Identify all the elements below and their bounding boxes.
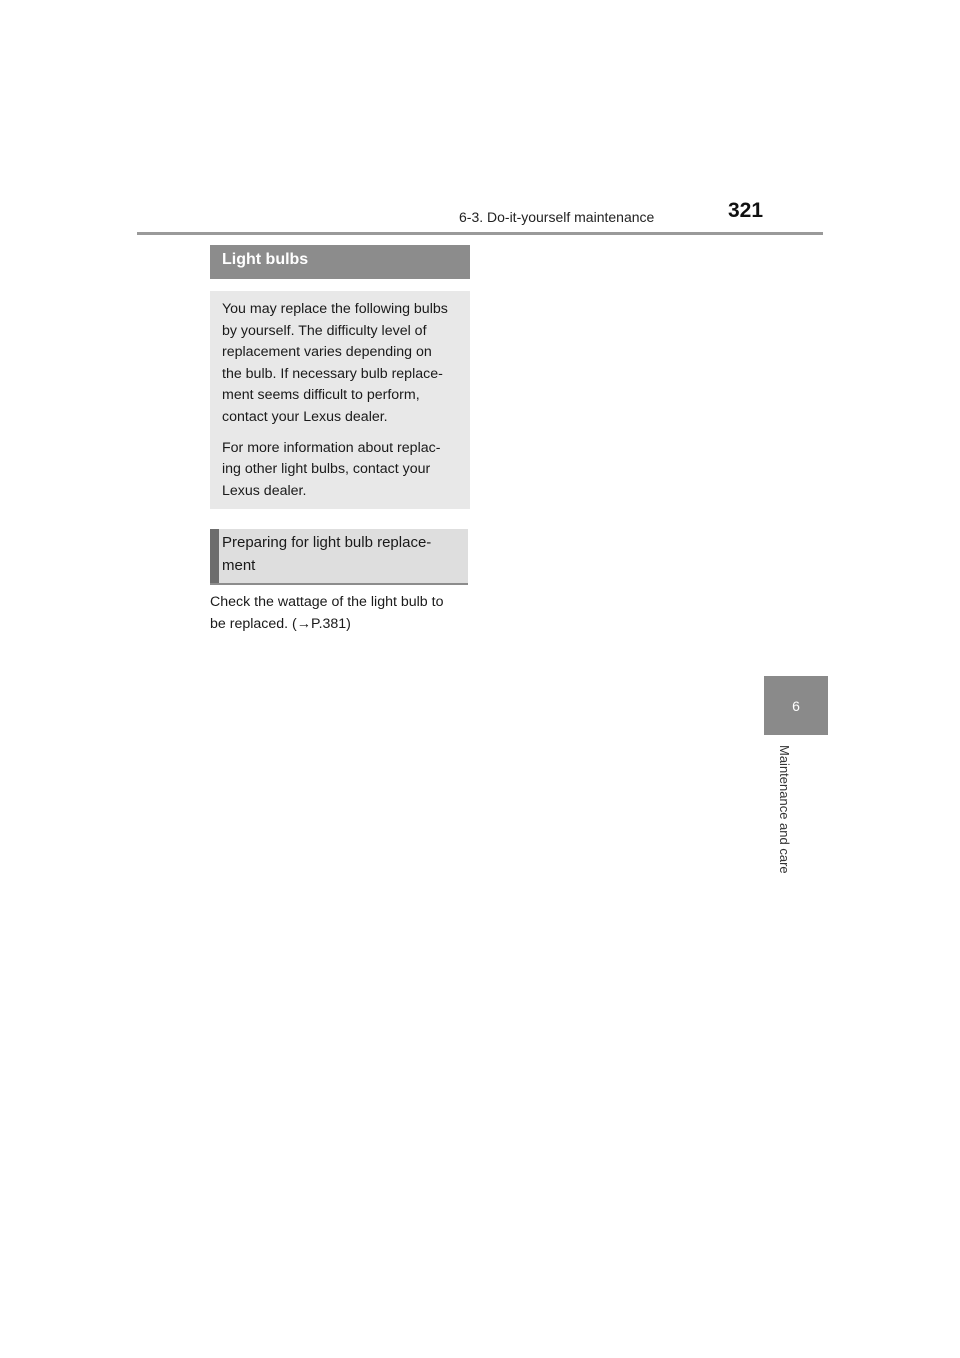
subheading-box xyxy=(210,529,468,585)
intro-paragraph-1 xyxy=(222,299,460,429)
text-line: Lexus dealer. xyxy=(222,482,307,499)
text-line: ing other light bulbs, contact your xyxy=(222,461,431,478)
running-header: 6-3. Do-it-yourself maintenance xyxy=(459,209,655,225)
chapter-tab-label: Maintenance and care xyxy=(777,745,792,874)
section-title: Light bulbs xyxy=(210,245,470,279)
text-line: replacement varies depending on xyxy=(222,344,432,361)
text-line: You may replace the following bulbs xyxy=(222,301,448,317)
subheading-accent-bar xyxy=(210,529,219,583)
text-line: Preparing for light bulb replace- xyxy=(222,534,432,551)
text-line: ment xyxy=(222,557,256,574)
text-line: For more information about replac- xyxy=(222,439,441,456)
text-line: be replaced. (→P.381) xyxy=(210,615,351,632)
text-line: by yourself. The difficulty level of xyxy=(222,322,427,339)
chapter-tab xyxy=(764,676,828,735)
text-line: Check the wattage of the light bulb to xyxy=(210,594,444,610)
text-line: the bulb. If necessary bulb replace- xyxy=(222,365,443,382)
subheading xyxy=(222,531,464,577)
chapter-number: 6 xyxy=(792,697,800,714)
body-paragraph xyxy=(210,592,470,635)
intro-paragraph-2 xyxy=(222,438,460,503)
text-line: contact your Lexus dealer. xyxy=(222,408,388,425)
text-line: ment seems difficult to perform, xyxy=(222,387,420,404)
header-divider xyxy=(137,232,823,235)
intro-box xyxy=(210,291,470,509)
page-number: 321 xyxy=(728,199,764,222)
